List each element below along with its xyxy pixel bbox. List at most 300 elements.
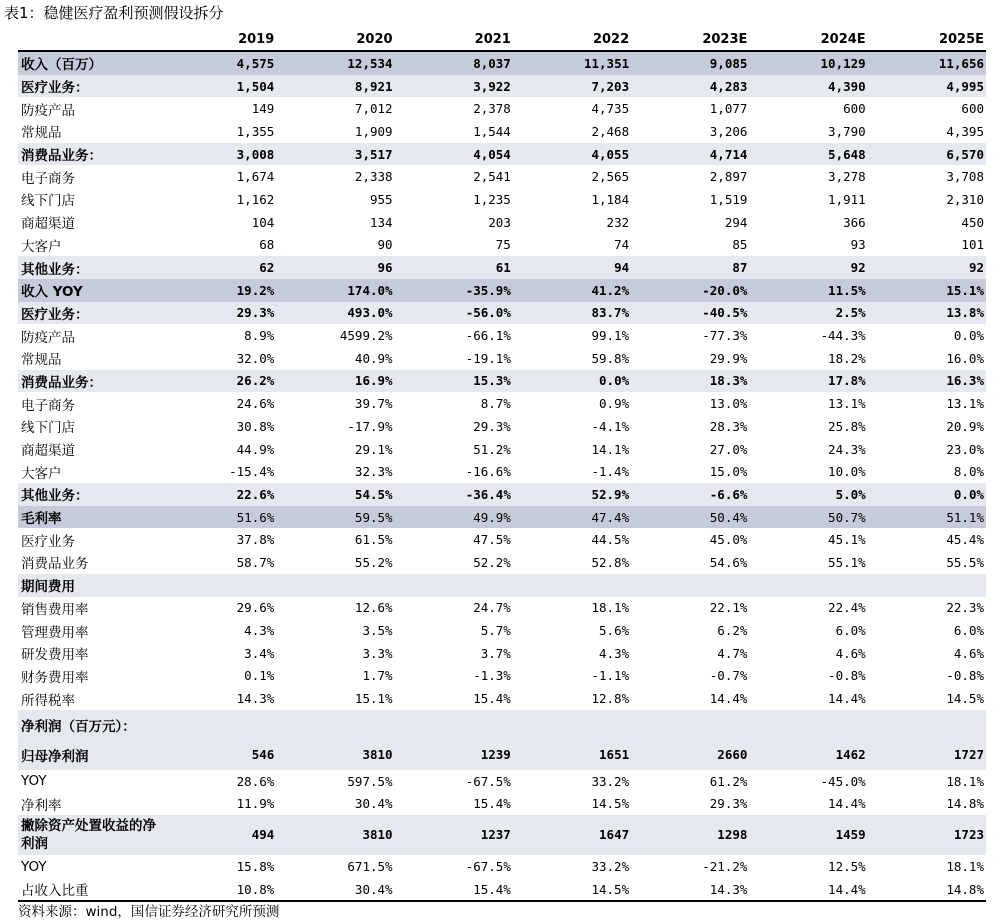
value-cell: 13.0% — [709, 396, 748, 412]
value-cell — [395, 710, 513, 740]
value-cell: 51.1% — [868, 506, 986, 529]
value-cell: 3,922 — [395, 75, 513, 98]
value-cell: 25.8% — [828, 418, 866, 434]
value-cell: 14.1% — [591, 441, 630, 457]
value-cell: 1459 — [749, 815, 867, 855]
value-cell: 3,708 — [946, 169, 984, 185]
row-label: 财务费用率 — [21, 669, 89, 686]
row-label: YOY — [21, 773, 47, 790]
value-cell: 92 — [868, 256, 986, 279]
value-cell — [513, 710, 631, 740]
value-cell: 13.8% — [868, 302, 986, 325]
value-cell: 12,534 — [276, 51, 394, 75]
value-cell: 6,570 — [868, 143, 986, 166]
value-cell: 3,517 — [276, 143, 394, 166]
table-title: 表1：稳健医疗盈利预测假设拆分 — [4, 4, 224, 22]
value-cell: -67.5% — [465, 859, 511, 875]
value-cell: 0.9% — [599, 396, 630, 412]
value-cell: -17.9% — [347, 418, 393, 434]
header-cell: 2021 — [395, 28, 513, 51]
value-cell: 8.0% — [953, 464, 984, 480]
row-label: 管理费用率 — [21, 624, 89, 641]
value-cell: 4,390 — [749, 75, 867, 98]
value-cell: 546 — [158, 740, 276, 770]
value-cell: 6.2% — [717, 623, 748, 639]
value-cell: 3.7% — [480, 645, 511, 661]
value-cell: 29.1% — [354, 441, 393, 457]
value-cell: 14.5% — [591, 881, 630, 897]
value-cell: 4.3% — [599, 645, 630, 661]
value-cell: 4.7% — [717, 645, 748, 661]
value-cell: 1,162 — [236, 191, 275, 207]
value-cell: 39.7% — [354, 396, 393, 412]
value-cell: 15.4% — [473, 691, 511, 707]
table-row — [18, 551, 986, 574]
row-label: 所得税率 — [21, 692, 75, 709]
row-label: 商超渠道 — [21, 443, 75, 460]
table-body — [18, 51, 986, 901]
value-cell: 1298 — [631, 815, 749, 855]
value-cell: 32.0% — [236, 350, 275, 366]
table-row — [18, 770, 986, 793]
value-cell: 2,338 — [354, 169, 393, 185]
value-cell: 18.1% — [946, 859, 984, 875]
table-row — [18, 687, 986, 710]
value-cell: -20.0% — [631, 279, 749, 302]
value-cell: -1.4% — [591, 464, 630, 480]
value-cell: -35.9% — [395, 279, 513, 302]
value-cell: 12.5% — [828, 859, 866, 875]
value-cell: 15.4% — [473, 881, 511, 897]
value-cell: 4.3% — [244, 623, 275, 639]
value-cell: 597.5% — [347, 773, 393, 789]
value-cell: 493.0% — [276, 302, 394, 325]
value-cell: 294 — [724, 214, 748, 230]
value-cell: 59.8% — [591, 350, 630, 366]
row-label: 商超渠道 — [21, 216, 75, 233]
value-cell: -66.1% — [465, 328, 511, 344]
value-cell: 8,921 — [276, 75, 394, 98]
value-cell: 52.2% — [473, 554, 511, 570]
value-cell: 5.6% — [599, 623, 630, 639]
value-cell: 10,129 — [749, 51, 867, 75]
value-cell: 1647 — [513, 815, 631, 855]
row-label: 医疗业务： — [18, 75, 158, 98]
value-cell: 1651 — [513, 740, 631, 770]
value-cell: 18.3% — [631, 370, 749, 393]
value-cell: 1,674 — [236, 169, 275, 185]
header-cell: 2023E — [631, 28, 749, 51]
table-row — [18, 438, 986, 461]
value-cell: -36.4% — [395, 483, 513, 506]
value-cell: 61.2% — [709, 773, 748, 789]
table-row — [18, 740, 986, 770]
value-cell: 494 — [158, 815, 276, 855]
table-row — [18, 234, 986, 257]
value-cell: 8.7% — [480, 396, 511, 412]
value-cell — [513, 574, 631, 597]
value-cell: 49.9% — [395, 506, 513, 529]
value-cell: 0.0% — [953, 328, 984, 344]
value-cell: 85 — [732, 237, 748, 253]
value-cell: 47.5% — [473, 532, 511, 548]
value-cell: -1.1% — [591, 668, 630, 684]
row-label: 占收入比重 — [21, 883, 89, 900]
value-cell: 96 — [276, 256, 394, 279]
value-cell: 4,995 — [868, 75, 986, 98]
value-cell: 5.7% — [480, 623, 511, 639]
value-cell: 59.5% — [276, 506, 394, 529]
value-cell: 37.8% — [236, 532, 275, 548]
value-cell: 101 — [961, 237, 984, 253]
value-cell: 174.0% — [276, 279, 394, 302]
value-cell — [631, 574, 749, 597]
value-cell: 14.4% — [828, 796, 866, 812]
value-cell: 28.3% — [709, 418, 748, 434]
value-cell: 50.7% — [749, 506, 867, 529]
value-cell: 2,310 — [946, 191, 984, 207]
header-cell — [18, 28, 158, 51]
value-cell: -21.2% — [702, 859, 748, 875]
value-cell: 18.1% — [946, 773, 984, 789]
value-cell: 1462 — [749, 740, 867, 770]
value-cell — [276, 710, 394, 740]
value-cell: 19.2% — [158, 279, 276, 302]
value-cell: 12.8% — [591, 691, 630, 707]
value-cell: 90 — [377, 237, 393, 253]
value-cell: 51.6% — [158, 506, 276, 529]
value-cell: 1,909 — [354, 123, 393, 139]
value-cell: -0.8% — [946, 668, 984, 684]
value-cell: 1723 — [868, 815, 986, 855]
value-cell: 14.3% — [236, 691, 275, 707]
value-cell: 92 — [749, 256, 867, 279]
value-cell: 600 — [843, 101, 866, 117]
value-cell — [158, 574, 276, 597]
value-cell: 11.5% — [749, 279, 867, 302]
table-row — [18, 528, 986, 551]
value-cell: 14.8% — [946, 796, 984, 812]
value-cell: 2,897 — [709, 169, 748, 185]
value-cell: 14.4% — [709, 691, 748, 707]
row-label: 消费品业务： — [18, 370, 158, 393]
value-cell: -56.0% — [395, 302, 513, 325]
value-cell: 1239 — [395, 740, 513, 770]
value-cell: 1,911 — [828, 191, 866, 207]
value-cell: 44.5% — [591, 532, 630, 548]
row-label: 大客户 — [21, 238, 62, 255]
value-cell: 52.8% — [591, 554, 630, 570]
value-cell: 30.4% — [354, 881, 393, 897]
value-cell: 15.0% — [709, 464, 748, 480]
value-cell: 26.2% — [158, 370, 276, 393]
table-row — [18, 642, 986, 665]
value-cell: 366 — [843, 214, 866, 230]
value-cell: 5,648 — [749, 143, 867, 166]
value-cell: 3,008 — [158, 143, 276, 166]
value-cell: 55.1% — [828, 554, 866, 570]
value-cell: 3.3% — [362, 645, 393, 661]
value-cell: 22.6% — [158, 483, 276, 506]
value-cell: 24.7% — [473, 600, 511, 616]
table-row — [18, 51, 986, 75]
table-row — [18, 324, 986, 347]
value-cell: 3.4% — [244, 645, 275, 661]
value-cell: 9,085 — [631, 51, 749, 75]
row-label: 其他业务： — [18, 256, 158, 279]
value-cell: -45.0% — [820, 773, 866, 789]
value-cell — [868, 574, 986, 597]
row-label: 防疫产品 — [21, 329, 75, 346]
value-cell: -1.3% — [473, 668, 511, 684]
value-cell: 1,504 — [158, 75, 276, 98]
row-label: 线下门店 — [21, 193, 75, 210]
table-row — [18, 302, 986, 325]
value-cell: 87 — [631, 256, 749, 279]
table-row — [18, 143, 986, 166]
value-cell: 22.3% — [946, 600, 984, 616]
row-label: 收入（百万） — [18, 51, 158, 75]
value-cell: 58.7% — [236, 554, 275, 570]
value-cell: 62 — [158, 256, 276, 279]
row-label: 研发费用率 — [21, 647, 89, 664]
value-cell: 15.3% — [395, 370, 513, 393]
value-cell: -0.8% — [828, 668, 866, 684]
header-cell: 2025E — [868, 28, 986, 51]
value-cell: 75 — [495, 237, 511, 253]
value-cell: -19.1% — [465, 350, 511, 366]
value-cell: 29.9% — [709, 350, 748, 366]
row-label: 撇除资产处置收益的净利润 — [18, 815, 158, 855]
value-cell: 2,468 — [591, 123, 630, 139]
value-cell: 1,544 — [473, 123, 511, 139]
value-cell: 14.4% — [828, 881, 866, 897]
value-cell: 1,519 — [709, 191, 748, 207]
table-row — [18, 392, 986, 415]
value-cell — [631, 710, 749, 740]
value-cell: 14.5% — [591, 796, 630, 812]
value-cell: 8.9% — [244, 328, 275, 344]
value-cell: 17.8% — [749, 370, 867, 393]
value-cell: -6.6% — [631, 483, 749, 506]
value-cell: 55.5% — [946, 554, 984, 570]
value-cell: 50.4% — [631, 506, 749, 529]
value-cell: 29.3% — [473, 418, 511, 434]
value-cell: 32.3% — [354, 464, 393, 480]
table-row — [18, 878, 986, 901]
table-row — [18, 165, 986, 188]
value-cell: 2,541 — [473, 169, 511, 185]
value-cell: 3,206 — [709, 123, 748, 139]
source-note: 资料来源：wind，国信证券经济研究所预测 — [18, 900, 986, 922]
header-cell: 2022 — [513, 28, 631, 51]
value-cell — [158, 710, 276, 740]
row-label: 医疗业务 — [21, 533, 75, 550]
value-cell: 104 — [251, 214, 275, 230]
value-cell: 15.1% — [354, 691, 393, 707]
value-cell: 15.8% — [236, 859, 275, 875]
value-cell: 55.2% — [354, 554, 393, 570]
value-cell: 671.5% — [347, 859, 393, 875]
value-cell: -67.5% — [465, 773, 511, 789]
value-cell: 14.3% — [709, 881, 748, 897]
row-label: 毛利率 — [18, 506, 158, 529]
value-cell: 0.0% — [868, 483, 986, 506]
value-cell: 13.1% — [946, 396, 984, 412]
row-label: 电子商务 — [21, 397, 75, 414]
value-cell: 30.4% — [354, 796, 393, 812]
value-cell: 54.6% — [709, 554, 748, 570]
row-label: 消费品业务 — [21, 556, 89, 573]
value-cell: 94 — [513, 256, 631, 279]
table-row — [18, 460, 986, 483]
value-cell: 3,790 — [828, 123, 866, 139]
value-cell: 232 — [606, 214, 630, 230]
value-cell — [395, 574, 513, 597]
value-cell: 99.1% — [591, 328, 630, 344]
table-row — [18, 370, 986, 393]
value-cell: 10.8% — [236, 881, 275, 897]
value-cell: 450 — [961, 214, 984, 230]
value-cell: 83.7% — [513, 302, 631, 325]
table-row — [18, 506, 986, 529]
value-cell: 1.7% — [362, 668, 393, 684]
row-label: 消费品业务： — [18, 143, 158, 166]
row-label: 常规品 — [21, 125, 62, 142]
value-cell: 51.2% — [473, 441, 511, 457]
value-cell: 6.0% — [953, 623, 984, 639]
table-row — [18, 347, 986, 370]
value-cell: 4,575 — [158, 51, 276, 75]
value-cell: 20.9% — [946, 418, 984, 434]
value-cell: 16.3% — [868, 370, 986, 393]
value-cell: -15.4% — [229, 464, 275, 480]
value-cell: 47.4% — [513, 506, 631, 529]
row-label: 期间费用 — [18, 574, 158, 597]
value-cell: 149 — [251, 101, 275, 117]
value-cell: 2660 — [631, 740, 749, 770]
value-cell: 61 — [395, 256, 513, 279]
value-cell: 2,565 — [591, 169, 630, 185]
value-cell: 11,351 — [513, 51, 631, 75]
value-cell: 74 — [614, 237, 630, 253]
table-row — [18, 574, 986, 597]
row-label: 销售费用率 — [21, 601, 89, 618]
value-cell: 4,283 — [631, 75, 749, 98]
value-cell — [749, 574, 867, 597]
value-cell: 54.5% — [276, 483, 394, 506]
table-row — [18, 75, 986, 98]
value-cell: 1,184 — [591, 191, 630, 207]
value-cell: 4,395 — [946, 123, 984, 139]
value-cell: 15.1% — [868, 279, 986, 302]
value-cell: -77.3% — [702, 328, 748, 344]
header-cell: 2020 — [276, 28, 394, 51]
value-cell: 7,203 — [513, 75, 631, 98]
value-cell: 4,055 — [513, 143, 631, 166]
value-cell: 45.4% — [946, 532, 984, 548]
value-cell: 27.0% — [709, 441, 748, 457]
table-row — [18, 597, 986, 620]
value-cell: 23.0% — [946, 441, 984, 457]
value-cell: 14.8% — [946, 881, 984, 897]
value-cell: 29.6% — [236, 600, 275, 616]
row-label: 净利润（百万元）： — [18, 710, 158, 740]
row-label: 其他业务： — [18, 483, 158, 506]
value-cell: 1,235 — [473, 191, 511, 207]
value-cell: 6.0% — [835, 623, 866, 639]
row-label: 医疗业务： — [18, 302, 158, 325]
value-cell: 1237 — [395, 815, 513, 855]
value-cell: 11,656 — [868, 51, 986, 75]
row-label: 归母净利润 — [18, 740, 158, 770]
value-cell: 4599.2% — [339, 328, 393, 344]
table-row — [18, 120, 986, 143]
value-cell: 45.1% — [828, 532, 866, 548]
value-cell: 24.3% — [828, 441, 866, 457]
table-row — [18, 188, 986, 211]
value-cell: 203 — [488, 214, 511, 230]
value-cell: 134 — [369, 214, 393, 230]
value-cell: 24.6% — [236, 396, 275, 412]
value-cell: 28.6% — [236, 773, 275, 789]
row-label: 电子商务 — [21, 170, 75, 187]
value-cell: 1,077 — [709, 101, 748, 117]
value-cell: -4.1% — [591, 418, 630, 434]
value-cell: 955 — [369, 191, 393, 207]
value-cell: 45.0% — [709, 532, 748, 548]
table-row — [18, 211, 986, 234]
value-cell: 33.2% — [591, 773, 630, 789]
value-cell: -44.3% — [820, 328, 866, 344]
value-cell: -16.6% — [465, 464, 511, 480]
value-cell: 93 — [850, 237, 866, 253]
table-row — [18, 97, 986, 120]
value-cell: -40.5% — [631, 302, 749, 325]
value-cell: 13.1% — [828, 396, 866, 412]
value-cell: 3.5% — [362, 623, 393, 639]
value-cell: 3810 — [276, 740, 394, 770]
value-cell: 1,355 — [236, 123, 275, 139]
value-cell: 44.9% — [236, 441, 275, 457]
row-label: 常规品 — [21, 352, 62, 369]
value-cell: 4,054 — [395, 143, 513, 166]
value-cell: 2.5% — [749, 302, 867, 325]
row-label: YOY — [21, 858, 47, 875]
row-label: 净利率 — [21, 797, 62, 814]
value-cell — [276, 574, 394, 597]
value-cell: 1727 — [868, 740, 986, 770]
table-row — [18, 483, 986, 506]
value-cell: 4.6% — [835, 645, 866, 661]
value-cell: 16.0% — [946, 350, 984, 366]
value-cell: 18.1% — [591, 600, 630, 616]
value-cell: 52.9% — [513, 483, 631, 506]
table-row — [18, 619, 986, 642]
value-cell: 22.1% — [709, 600, 748, 616]
value-cell: 14.5% — [946, 691, 984, 707]
table-row — [18, 415, 986, 438]
value-cell: -0.7% — [709, 668, 748, 684]
value-cell: 68 — [259, 237, 275, 253]
value-cell: 11.9% — [236, 796, 275, 812]
value-cell: 0.1% — [244, 668, 275, 684]
row-label: 大客户 — [21, 465, 62, 482]
value-cell: 41.2% — [513, 279, 631, 302]
header-cell: 2024E — [749, 28, 867, 51]
value-cell: 29.3% — [158, 302, 276, 325]
value-cell: 3,278 — [828, 169, 866, 185]
